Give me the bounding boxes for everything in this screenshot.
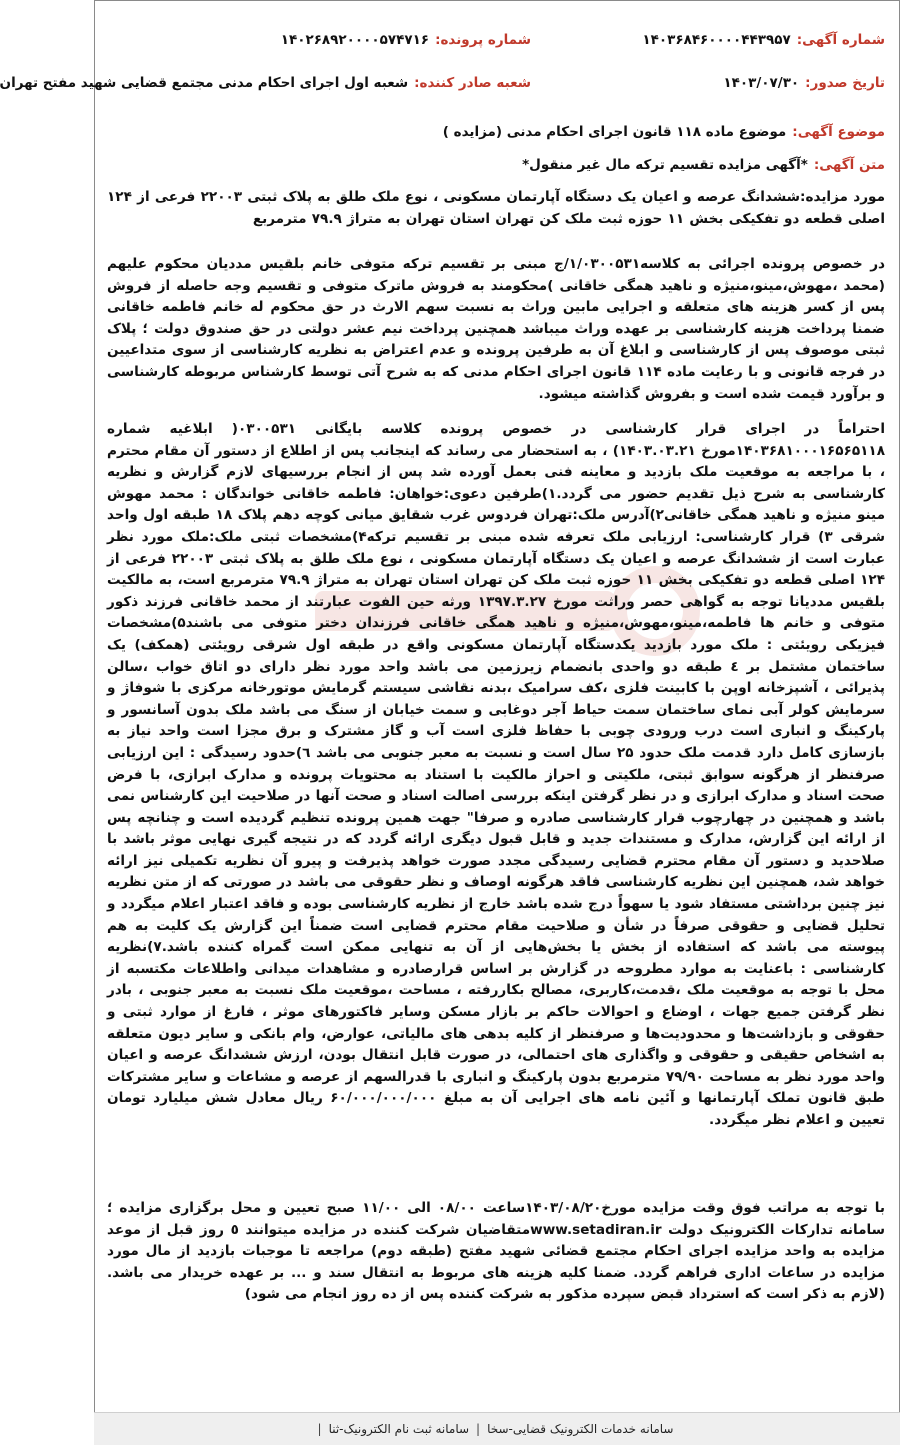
- expert-report-paragraph: احتراماً در اجرای قرار کارشناسی در خصوص پرونده کلاسه بایگانی ۰۳۰۰۵۳۱( ابلاغیه شماره ۱۴۰۳۶۸۱۰۰۰۱۶۵۶۵۱۱۸مورخ ۱۴۰۳.۰۳.۲۱) ، به استحضار می رساند که اینجانب پس از اطلاع از دستور آن مقام محترم ، با مراجعه به موقعیت ملک بازدید و معاینه فنی بعمل آورده شد پس از انجام بررسیهای لازم گزارش و نظریه کارشناسی به شرح ذیل تقدیم حضور می گردد.۱)طرفین دعوی:خواهان: فاطمه خاقانی خواندگان : محمد مهوش مینو منیژه و ناهید همگی خاقانی۲)آدرس ملک:تهران فردوس غرب شقایق میانی کوچه دهم پلاک ۱۸ طبقه اول واحد شرقی ۳) قرار کارشناسی: ارزیابی ملک تعرفه شده مبنی بر تقسیم ترکه۴)مشخصات ثبتی ملک:ملک مورد نظر عبارت است از ششدانگ عرصه و اعیان یک دستگاه آپارتمان مسکونی ، نوع ملک طلق به پلاک ثبتی ۲۲۰۰۳ فرعی از ۱۲۴ اصلی قطعه دو تفکیکی بخش ۱۱ حوزه ثبت ملک کن تهران استان تهران به متراژ ۷۹.۹ مترمربع است، به مالکیت بلقیس مددیانا توجه به گواهی حصر وراثت مورخ ۱۳۹۷.۳.۲۷ ورثه حین الفوت عبارتند از محمد خاقانی فرزند ذکور متوفی و خانم ها فاطمه،مینو،مهوش،منیژه و ناهید همگی خاقانی فرزندان دختر متوفی می باشند۵)مشخصات فیزیکی رویئتی : ملک مورد بازدید یکدستگاه آپارتمان مسکونی واقع در طبقه اول شرقی رویئتی (همکف) یک ساختمان مشتمل بر ٤ طبقه دو واحدی بانضمام زیرزمین می باشد واحد مورد نظر دارای دو اتاق خواب ،سالن پذیرائی ، آشپزخانه اوپن با کابینت فلزی ،کف سرامیک ،بدنه نقاشی سیستم گرمایش موتورخانه مرکزی با شوفاژ و سرمایش کولر آبی نمای ساختمان سمت حیاط آجر دوغابی و سمت خیابان از سنگ می باشد ملک بدون آسانسور و پارکینگ و انباری است درب ورودی چوبی با حفاظ فلزی است آب و گاز مشترک و برق مجزا است واحد نیاز به بازسازی کامل دارد قدمت ملک حدود ۲۵ سال است و نسبت به معبر جنوبی می باشد ٦)حدود رسیدگی : این ارزیابی صرفنظر از هرگونه سوابق ثبتی، ملکیتی و احراز مالکیت با استناد به محتویات پرونده و مدارک ابرازی، با فرض صحت اسناد و مدارک ابرازی و در نظر گرفتن اینکه بررسی اصالت اسناد و صحت آنها در صلاحیت این کارشناس نمی باشد و همچنین در چهارچوب قرار کارشناسی صادره و صرفا" جهت همین پرونده تنظیم گردیده است و چنانچه پس از ارائه این گزارش، مدارک و مستندات جدید و قابل قبول دیگری ارائه گردد که در نتیجه گیری نهایی موثر باشد با صلاحدید و دستور آن مقام محترم قضایی رسیدگی مجدد صورت خواهد پذیرفت و پیرو آن نظریه تکمیلی نیز ارائه خواهد شد، همچنین این نظریه کارشناسی فاقد هرگونه اوصاف و نظر حقوقی می باشد در صورتی که از متن نظریه نیز چنین برداشتی مستفاد شود یا سهواً درج شده باشد خارج از نظریه کارشناسی بوده و فاقد اعتبار اعلام میگردد و تحلیل قضایی و حقوقی صرفاً در شأن و صلاحیت مقام محترم قضایی است ضمناً این گزارش یک کلیت به هم پیوسته می باشد که استفاده از بخش یا بخش‌هایی از آن به تنهایی ممکن است گمراه کننده باشد.۷)نظریه کارشناسی : باعنایت به موارد مطروحه در گزارش بر اساس قرارصادره و مشاهدات میدانی واطلاعات مکتسبه از محل با توجه به موقعیت ملک ،قدمت،کاربری، مصالح بکاررفته ، مساحت ،موقعیت ملک نسبت به معبر جنوبی ، بادر نظر گرفتن جمیع جهات ، اوضاع و احوالات حاکم بر بازار مسکن وسایر فاکتورهای موثر ، فارغ از موارد ثبتی و حقوقی و بازداشت‌ها و محدودیت‌ها و صرفنظر از کلیه بدهی های مالیاتی، عوارض، وام بانکی و سایر دیون متعلقه به اشخاص حقیقی و حقوقی و واگذاری های احتمالی، در صورت قابل انتقال بودن، ارزش ششدانگ عرصه و اعیان واحد مورد نظر به مساحت ۷۹/۹۰ مترمربع بدون پارکینگ و انباری با قدرالسهم از عرصه و مشاعات و سایر مشترکات طبق قانون تملک آپارتمانها و آئین نامه های اجرایی آن به مبلغ ۶۰/۰۰۰/۰۰۰/۰۰۰ ریال معادل شش میلیارد تومان تعیین و اعلام نظر میگردد.: [107, 421, 886, 1128]
- notice-number-label: شماره آگهی:: [796, 32, 885, 48]
- subject-label: موضوع آگهی:: [792, 124, 885, 140]
- case-number-row: [281, 32, 531, 48]
- subject-row: [443, 124, 885, 140]
- issue-date: ۱۴۰۳/۰۷/۳۰: [723, 75, 800, 91]
- sakha-portal-link[interactable]: سامانه خدمات الکترونیک قضایی-سخا: [487, 1422, 674, 1436]
- sana-portal-link[interactable]: سامانه ثبت نام الکترونیک-ثنا: [328, 1422, 470, 1436]
- issuer-row: [0, 75, 531, 91]
- auction-schedule-paragraph: با توجه به مراتب فوق وقت مزایده مورخ۱۴۰۳/۰۸/۲۰ساعت ۰۸/۰۰ الی ۱۱/۰۰ صبح تعیین و محل برگزاری مزایده ؛سامانه تدارکات الکترونیک دولت www.setadiran.irمتقاضیان شرکت کننده در مزایده میتوانند ٥ روز قبل از موعد مزایده به واحد مزایده اجرای احکام مجتمع قضائی شهید مفتح (طبقه دوم) مراجعه تا موجبات بازدید از مال مورد مزایده در ساعات اداری فراهم گردد. ضمنا کلیه هزینه های مربوط به انتقال سند و ... بر عهده خریدار می باشد.(لازم به ذکر است که استرداد قبض سپرده مذکور به شرکت کننده پس از ده روز انجام می شود): [107, 1200, 885, 1303]
- footer-separator: |: [476, 1422, 481, 1436]
- subject-value: موضوع ماده ۱۱۸ قانون اجرای احکام مدنی (مزایده ): [442, 124, 787, 140]
- issue-date-label: تاریخ صدور:: [805, 75, 885, 91]
- issue-date-row: [723, 75, 885, 91]
- case-number: ۱۴۰۲۶۸۹۲۰۰۰۰۵۷۴۷۱۶: [280, 32, 430, 48]
- case-summary-paragraph: در خصوص پرونده اجرائی به کلاسه۱/۰۳۰۰۵۳۱/ج مبنی بر تقسیم ترکه متوفی خانم بلقیس مددیان محکوم علیهم (محمد ،مهوش،مینو،منیژه و ناهید همگی خاقانی )محکومند به فروش ماترک متوفی و تقسیم وجه حاصله از فروش پس از کسر هزینه های متعلقه و اجرایی مابین وراث به نسبت سهم الارث در حق محکوم له خانم فاطمه خاقانی ضمنا پرداخت هزینه کارشناسی بر عهده وراث میباشد همچنین پرداخت نیم عشر دولتی در حق صندوق دولت ؛ پلاک ثبتی موصوف پس از کارشناسی و ابلاغ آن به طرفین پرونده و عدم اعتراض به نظریه کارشناسی از سوی متداعیین در فرجه قانونی و با رعایت ماده ۱۱۴ قانون اجرای احکام مدنی که به شرح آتی توسط کارشناس مربوطه کارشناسی و برآورد قیمت شده است و بفروش گذاشته میشود.: [107, 256, 885, 402]
- case-number-label: شماره پرونده:: [435, 32, 531, 48]
- text-heading-value: *آگهی مزایده تقسیم ترکه مال غیر منقول*: [522, 157, 808, 173]
- notice-number: ۱۴۰۳۶۸۴۶۰۰۰۰۴۴۳۹۵۷: [642, 32, 791, 48]
- footer-trailing-separator: |: [317, 1422, 322, 1436]
- issuer-label: شعبه صادر کننده:: [414, 75, 531, 91]
- issuer-name: شعبه اول اجرای احکام مدنی مجتمع قضایی شهید مفتح تهران: [0, 75, 409, 91]
- text-heading-row: [522, 157, 885, 173]
- footer-links-bar: [94, 1412, 900, 1445]
- auction-item-paragraph: مورد مزایده:ششدانگ عرصه و اعیان یک دستگاه آپارتمان مسکونی ، نوع ملک طلق به پلاک ثبتی ۲۲۰۰۳ فرعی از ۱۲۴ اصلی قطعه دو تفکیکی بخش ۱۱ حوزه ثبت ملک کن تهران استان تهران به متراژ ۷۹.۹ مترمربع: [107, 189, 885, 227]
- text-heading-label: متن آگهی:: [813, 157, 885, 173]
- notice-number-row: [642, 32, 885, 48]
